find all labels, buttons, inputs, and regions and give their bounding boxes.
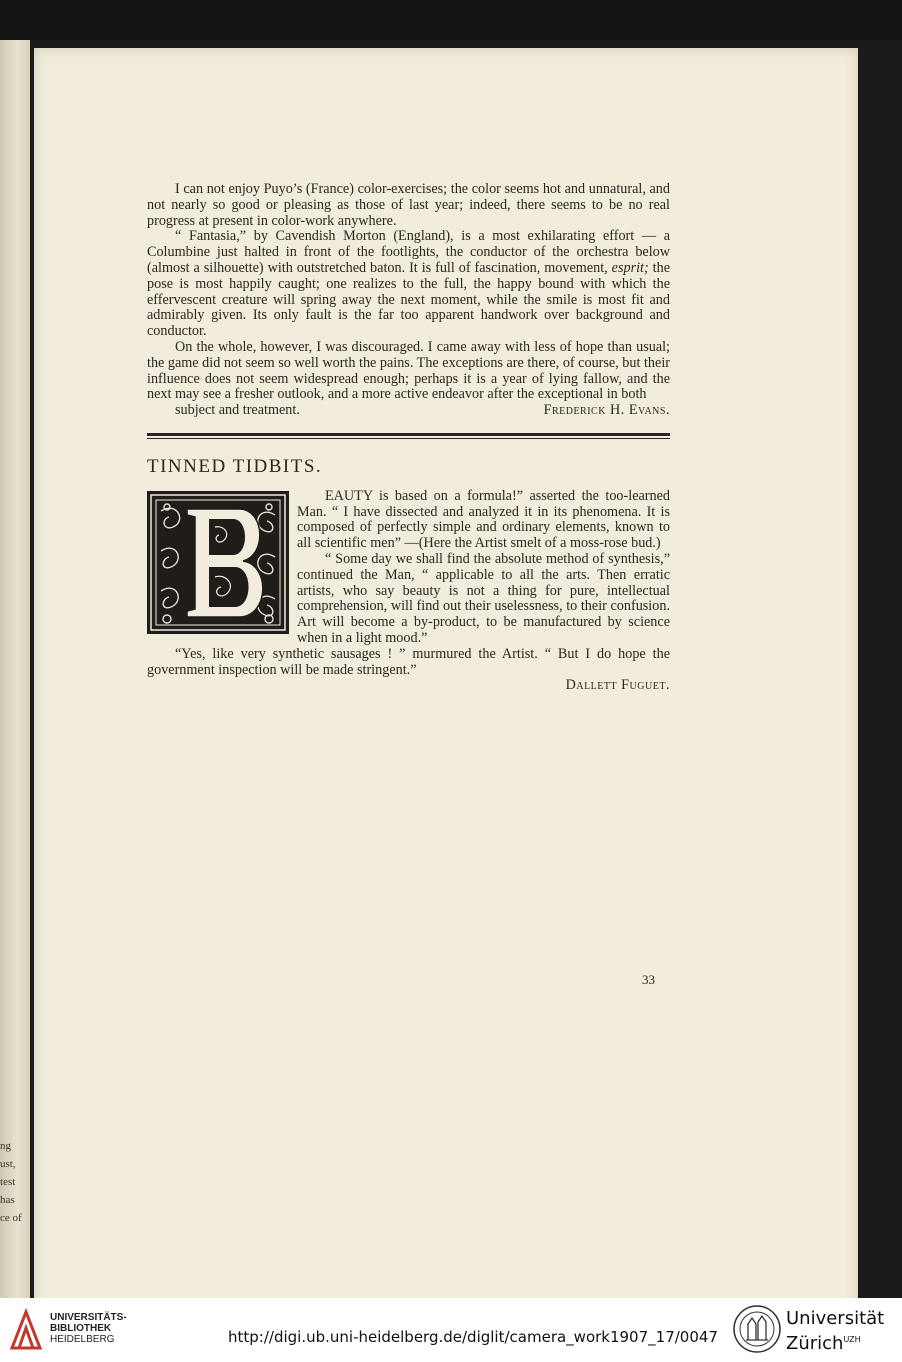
closing-line bbox=[147, 403, 670, 419]
section-rule-thin bbox=[147, 438, 670, 439]
section-rule-thick bbox=[147, 433, 670, 436]
source-url-link[interactable]: http://digi.ub.uni-heidelberg.de/diglit/camera_work1907_17/0047 bbox=[228, 1328, 718, 1346]
uzh-line-2 bbox=[786, 1329, 884, 1354]
page-text bbox=[147, 182, 670, 694]
paragraph-fantasia bbox=[147, 229, 670, 340]
paragraph-fantasia-rest: the pose is most happily caught; one realizes to the full, the happy bound with which the effervescent creature will spring away the next moment, while the smile is most fit and admirably given. Its only fault is the far too apparent handwork over background and conductor. bbox=[147, 259, 670, 340]
italic-esprit: esprit; bbox=[611, 259, 649, 276]
ub-line-2: BIBLIOTHEK bbox=[50, 1323, 112, 1334]
uzh-zurich: Zürich bbox=[786, 1333, 844, 1354]
uzh-seal-icon bbox=[732, 1304, 782, 1354]
signature-fuguet: Dallett Fuguet. bbox=[565, 677, 670, 694]
footer-banner bbox=[0, 1298, 902, 1362]
heidelberg-library-name bbox=[50, 1312, 127, 1345]
facing-page-fragment: ust, bbox=[0, 1158, 16, 1170]
book-page bbox=[34, 48, 858, 1328]
facing-page-fragment: ce of bbox=[0, 1212, 22, 1224]
uzh-line-1: Universität bbox=[786, 1308, 885, 1329]
scan-background bbox=[0, 0, 902, 40]
facing-page-edge bbox=[0, 40, 30, 1340]
paragraph-puyo: I can not enjoy Puyo’s (France) color-exercises; the color seems hot and unnatural, and not nearly so good or pleasing as those of last year; indeed, there seems to be no real progress at present in color-work anywhere. bbox=[147, 181, 670, 229]
closing-text: subject and treatment. bbox=[175, 402, 300, 419]
ub-line-1: UNIVERSITÄTS- bbox=[50, 1312, 127, 1323]
signature-evans: Frederick H. Evans. bbox=[543, 402, 670, 419]
facing-page-fragment: ng bbox=[0, 1140, 11, 1152]
tidbits-paragraph-1: EAUTY is based on a formula!” asserted the too-learned Man. “ I have dissected and analyzed it in its phenomena. It is composed of perfectly simple and ordinary elements, known to all scientific men” —(Here the Artist smelt of a moss-rose bud.) bbox=[297, 487, 670, 552]
page-number: 33 bbox=[642, 972, 655, 987]
ornamental-b-drop-cap bbox=[147, 491, 289, 634]
heidelberg-library-logo-icon bbox=[8, 1308, 44, 1352]
tidbits-paragraph-2: “ Some day we shall find the absolute method of synthesis,” continued the Man, “ applicable to all the arts. Then erratic artists, who say beauty is not a thing for pure, intellectual comprehension, will find out their uselessness, to their confusion. Art will become a by-product, to be manufactured by science when in a light mood.” bbox=[297, 550, 670, 646]
uzh-superscript: UZH bbox=[843, 1335, 861, 1344]
ub-line-3: HEIDELBERG bbox=[50, 1334, 115, 1345]
uzh-wordmark bbox=[786, 1308, 884, 1354]
paragraph-discouraged: On the whole, however, I was discouraged. I came away with less of hope than usual; the game did not seem so well worth the pains. The exceptions are there, of course, but their influence does not seem widespread enough; perhaps it is a year of lying fallow, and the next may see a fresher outlook, and a more active endeavor after the exceptional in both bbox=[147, 338, 670, 403]
facing-page-fragment: test bbox=[0, 1176, 16, 1188]
facing-page-fragment: has bbox=[0, 1194, 15, 1206]
tidbits-paragraph-3: “Yes, like very synthetic sausages ! ” murmured the Artist. “ But I do hope the government inspection will be made stringent.” bbox=[147, 645, 670, 678]
paragraph-fantasia-start: “ Fantasia,” by Cavendish Morton (England), is a most exhilarating effort — a Columbine just halted in front of the footlights, the conductor of the orchestra below (almost a silhouette) with outstretched baton. It is full of fascination, movement, bbox=[147, 228, 670, 276]
section-heading: TINNED TIDBITS. bbox=[147, 455, 323, 477]
